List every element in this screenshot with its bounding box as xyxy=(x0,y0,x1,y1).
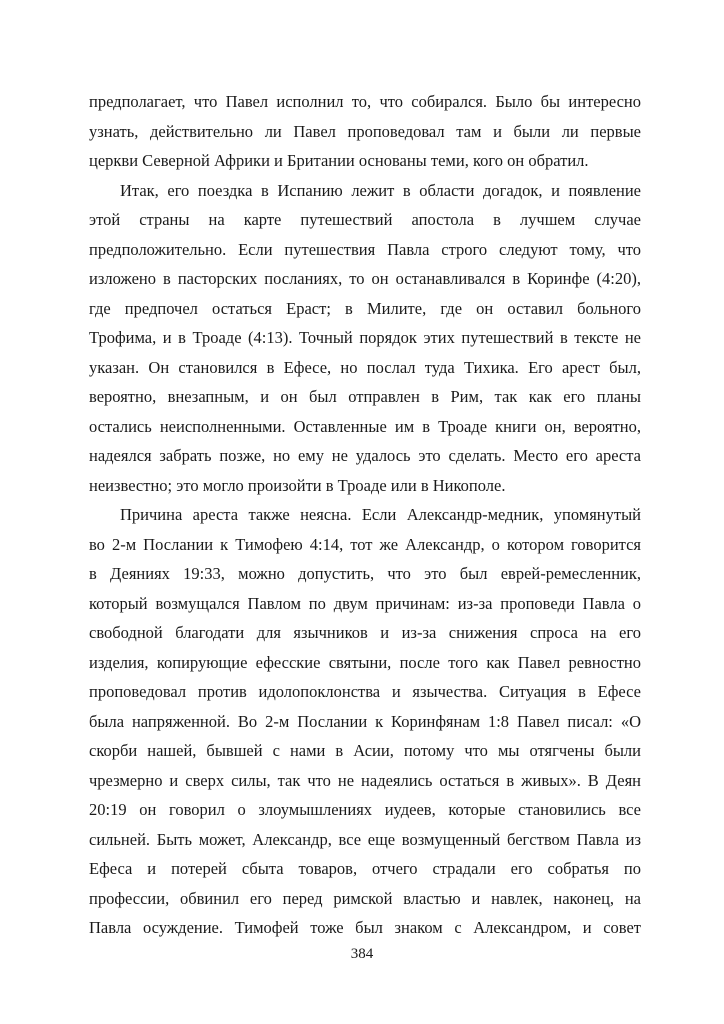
text-line: Павла осуждение. Тимофей тоже был знаком с Александром, и совет xyxy=(89,918,641,937)
text-line: Ефеса и потерей сбыта товаров, отчего страдали его собратья по xyxy=(89,859,641,878)
paragraph-start-line: Причина ареста также неясна. Если Александр-медник, упомянутый xyxy=(120,505,641,524)
body-text xyxy=(89,87,641,943)
text-line: 20:19 он говорил о злоумышлениях иудеев, которые становились все xyxy=(89,800,641,819)
text-line: указан. Он становился в Ефесе, но послал туда Тихика. Его арест был, xyxy=(89,357,641,377)
text-line: чрезмерно и сверх силы, так что не надеялись остаться в живых». В Деян xyxy=(89,770,641,790)
text-line: церкви Северной Африки и Британии основаны теми, кого он обратил. xyxy=(89,151,589,170)
text-line: скорби нашей, бывшей с нами в Асии, потому что мы отягчены были xyxy=(89,741,641,760)
text-line: неизвестно; это могло произойти в Троаде или в Никополе. xyxy=(89,475,506,495)
paragraph-start-line: Итак, его поездка в Испанию лежит в области догадок, и появление xyxy=(120,180,641,200)
text-line: надеялся забрать позже, но ему не удалось это сделать. Место его ареста xyxy=(89,446,641,465)
page-number: 384 xyxy=(350,946,374,962)
text-line: предположительно. Если путешествия Павла строго следуют тому, что xyxy=(89,239,641,259)
text-line: остались неисполненными. Оставленные им в Троаде книги он, вероятно, xyxy=(89,416,641,436)
text-line: во 2-м Послании к Тимофею 4:14, тот же Александр, о котором говорится xyxy=(89,534,641,554)
text-line: предполагает, что Павел исполнил то, что собирался. Было бы интересно xyxy=(89,92,641,111)
text-line: в Деяниях 19:33, можно допустить, что это был еврей-ремесленник, xyxy=(89,564,641,583)
text-line: вероятно, внезапным, и он был отправлен в Рим, так как его планы xyxy=(89,387,641,406)
text-line: изложено в пасторских посланиях, то он останавливался в Коринфе (4:20), xyxy=(89,269,641,288)
text-line: проповедовал против идолопоклонства и язычества. Ситуация в Ефесе xyxy=(89,682,641,701)
text-line: была напряженной. Во 2-м Послании к Коринфянам 1:8 Павел писал: «О xyxy=(89,711,641,731)
text-line: профессии, обвинил его перед римской властью и навлек, наконец, на xyxy=(89,888,641,908)
text-line: свободной благодати для язычников и из-за снижения спроса на его xyxy=(89,623,641,642)
text-line: Трофима, и в Троаде (4:13). Точный порядок этих путешествий в тексте не xyxy=(89,328,641,347)
text-line: узнать, действительно ли Павел проповедовал там и были ли первые xyxy=(89,121,641,141)
text-line: который возмущался Павлом по двум причинам: из-за проповеди Павла о xyxy=(89,593,641,613)
text-line: где предпочел остаться Ераст; в Милите, где он оставил больного xyxy=(89,298,641,318)
text-line: сильней. Быть может, Александр, все еще возмущенный бегством Павла из xyxy=(89,829,641,849)
text-line: изделия, копирующие ефесские святыни, после того как Павел ревностно xyxy=(89,652,641,672)
text-line: этой страны на карте путешествий апостола в лучшем случае xyxy=(89,210,641,229)
